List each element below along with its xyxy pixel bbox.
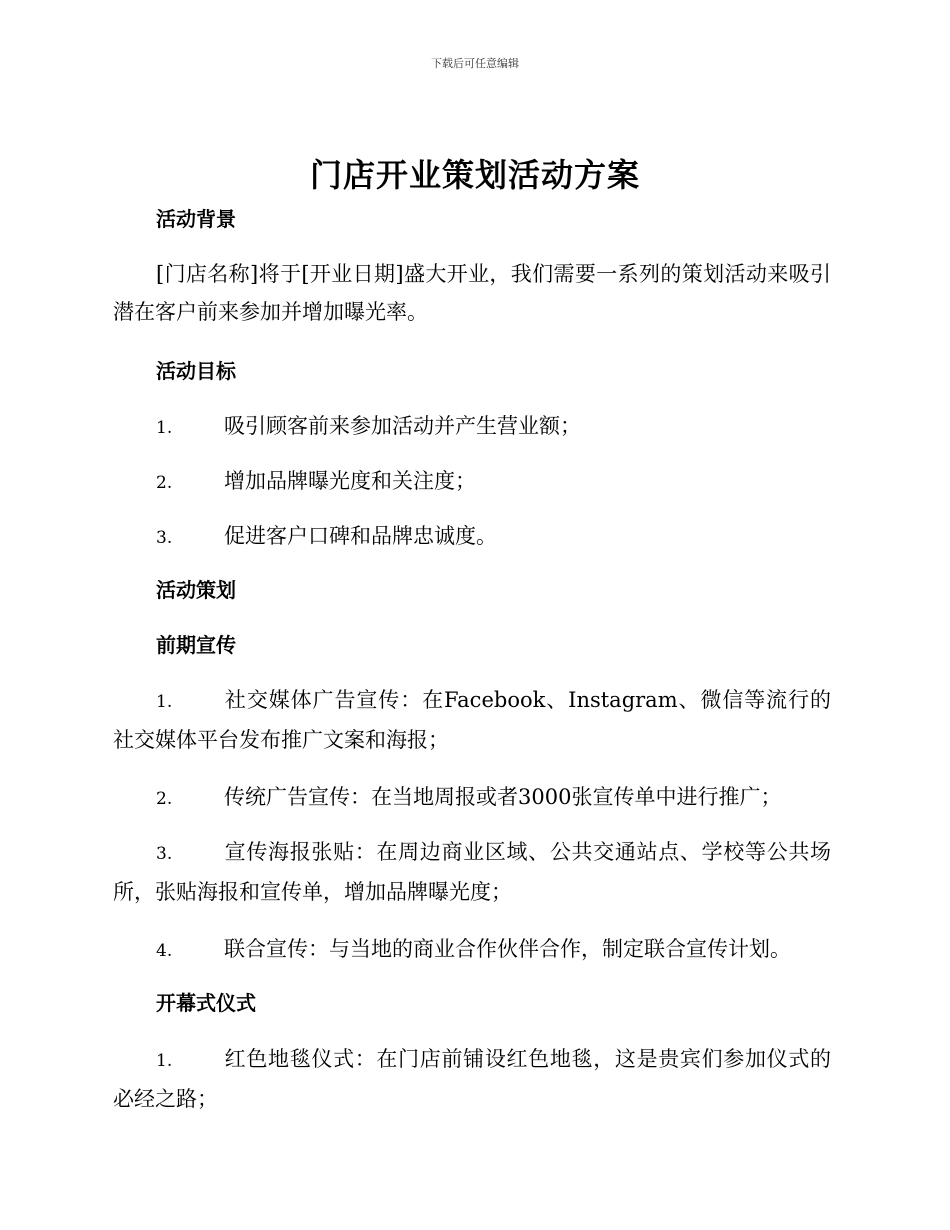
section-heading-goals: 活动目标 (156, 359, 236, 383)
list-number: 2. (156, 789, 173, 809)
list-number: 3. (156, 528, 173, 548)
list-number: 4. (156, 941, 173, 961)
section-heading-background: 活动背景 (156, 207, 236, 231)
list-item (113, 407, 831, 447)
list-item (113, 517, 831, 557)
list-number: 1. (156, 692, 173, 712)
list-item (113, 778, 831, 818)
list-number: 2. (156, 473, 173, 493)
list-item-text: 红色地毯仪式：在门店前铺设红色地毯，这是贵宾们参加仪式的必经之路； (113, 1047, 831, 1111)
page-header: 下载后可任意编辑 (431, 57, 519, 70)
list-item (113, 681, 831, 759)
list-item-text: 促进客户口碑和品牌忠诚度。 (224, 524, 497, 548)
section-heading-planning: 活动策划 (156, 578, 236, 602)
list-item (113, 1040, 831, 1118)
list-item-text: 吸引顾客前来参加活动并产生营业额； (224, 414, 581, 438)
list-item-text: 社交媒体广告宣传：在Facebook、Instagram、微信等流行的社交媒体平台发布推广文案和海报； (113, 688, 831, 752)
list-item-text: 增加品牌曝光度和关注度； (224, 469, 476, 493)
list-item-text: 宣传海报张贴：在周边商业区域、公共交通站点、学校等公共场所，张贴海报和宣传单，增加品牌曝光度； (113, 840, 831, 904)
section-heading-ceremony: 开幕式仪式 (156, 991, 256, 1015)
list-item-text: 传统广告宣传：在当地周报或者3000张宣传单中进行推广； (224, 785, 782, 809)
list-item (113, 462, 831, 502)
section-heading-promotion: 前期宣传 (156, 633, 236, 657)
list-item (113, 930, 831, 970)
list-number: 1. (156, 418, 173, 438)
document-title: 门店开业策划活动方案 (309, 156, 640, 194)
list-number: 3. (156, 844, 173, 864)
list-number: 1. (156, 1051, 173, 1071)
list-item (113, 833, 831, 911)
background-paragraph: [门店名称]将于[开业日期]盛大开业，我们需要一系列的策划活动来吸引潜在客户前来参加并增加曝光率。 (113, 262, 831, 324)
list-item-text: 联合宣传：与当地的商业合作伙伴合作，制定联合宣传计划。 (224, 937, 791, 961)
